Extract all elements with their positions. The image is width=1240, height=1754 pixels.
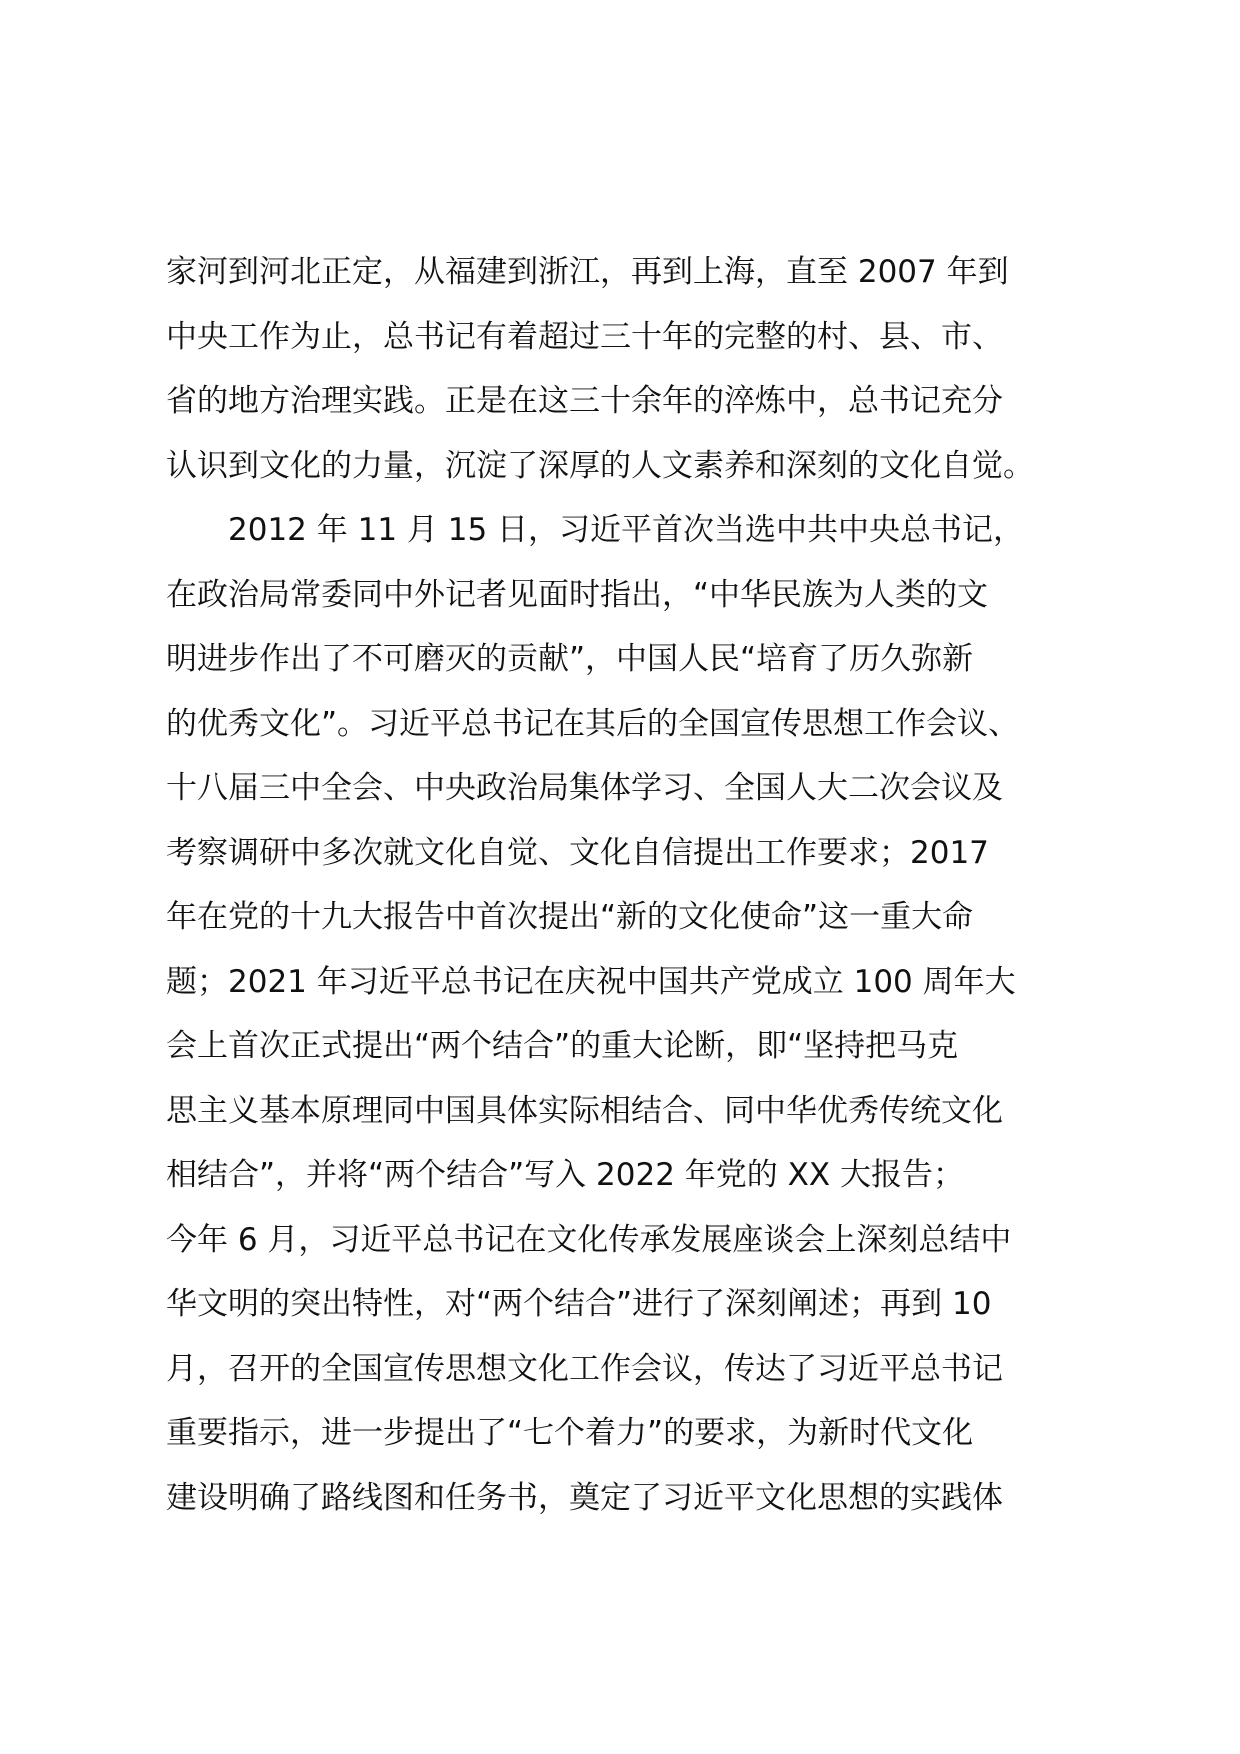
text-line: 家河到河北正定，从福建到浙江，再到上海，直至 2007 年到 <box>166 254 1009 290</box>
body-text <box>166 240 1096 1530</box>
text-line: 会上首次正式提出“两个结合”的重大论断，即“坚持把马克 <box>166 1028 959 1064</box>
text-line: 认识到文化的力量，沉淀了深厚的人文素养和深刻的文化自觉。 <box>166 447 1034 484</box>
text-line: 在政治局常委同中外记者见面时指出，“中华民族为人类的文 <box>166 576 989 613</box>
text-line: 相结合”，并将“两个结合”写入 2022 年党的 XX 大报告； <box>166 1157 964 1193</box>
text-line: 的优秀文化”。习近平总书记在其后的全国宣传思想工作会议、 <box>166 705 1020 742</box>
text-line: 考察调研中多次就文化自觉、文化自信提出工作要求；2017 <box>166 834 989 871</box>
paragraph-first-line: 2012 年 11 月 15 日，习近平首次当选中共中央总书记， <box>228 512 1025 548</box>
text-line: 华文明的突出特性，对“两个结合”进行了深刻阐述；再到 10 <box>166 1286 992 1322</box>
text-line: 重要指示，进一步提出了“七个着力”的要求，为新时代文化 <box>166 1415 974 1451</box>
text-line: 十八届三中全会、中央政治局集体学习、全国人大二次会议及 <box>166 770 1003 806</box>
text-line: 月，召开的全国宣传思想文化工作会议，传达了习近平总书记 <box>166 1350 1003 1387</box>
text-line: 中央工作为止，总书记有着超过三十年的完整的村、县、市、 <box>166 318 1003 355</box>
text-line: 今年 6 月，习近平总书记在文化传承发展座谈会上深刻总结中 <box>166 1221 1012 1258</box>
text-line: 年在党的十九大报告中首次提出“新的文化使命”这一重大命 <box>166 899 974 935</box>
text-line: 题；2021 年习近平总书记在庆祝中国共产党成立 100 周年大 <box>166 963 1016 1000</box>
text-line: 思主义基本原理同中国具体实际相结合、同中华优秀传统文化 <box>166 1092 1003 1129</box>
text-line: 明进步作出了不可磨灭的贡献”，中国人民“培育了历久弥新 <box>166 641 974 677</box>
text-line: 建设明确了路线图和任务书，奠定了习近平文化思想的实践体 <box>166 1479 1003 1516</box>
text-line: 省的地方治理实践。正是在这三十余年的淬炼中，总书记充分 <box>166 383 1003 419</box>
